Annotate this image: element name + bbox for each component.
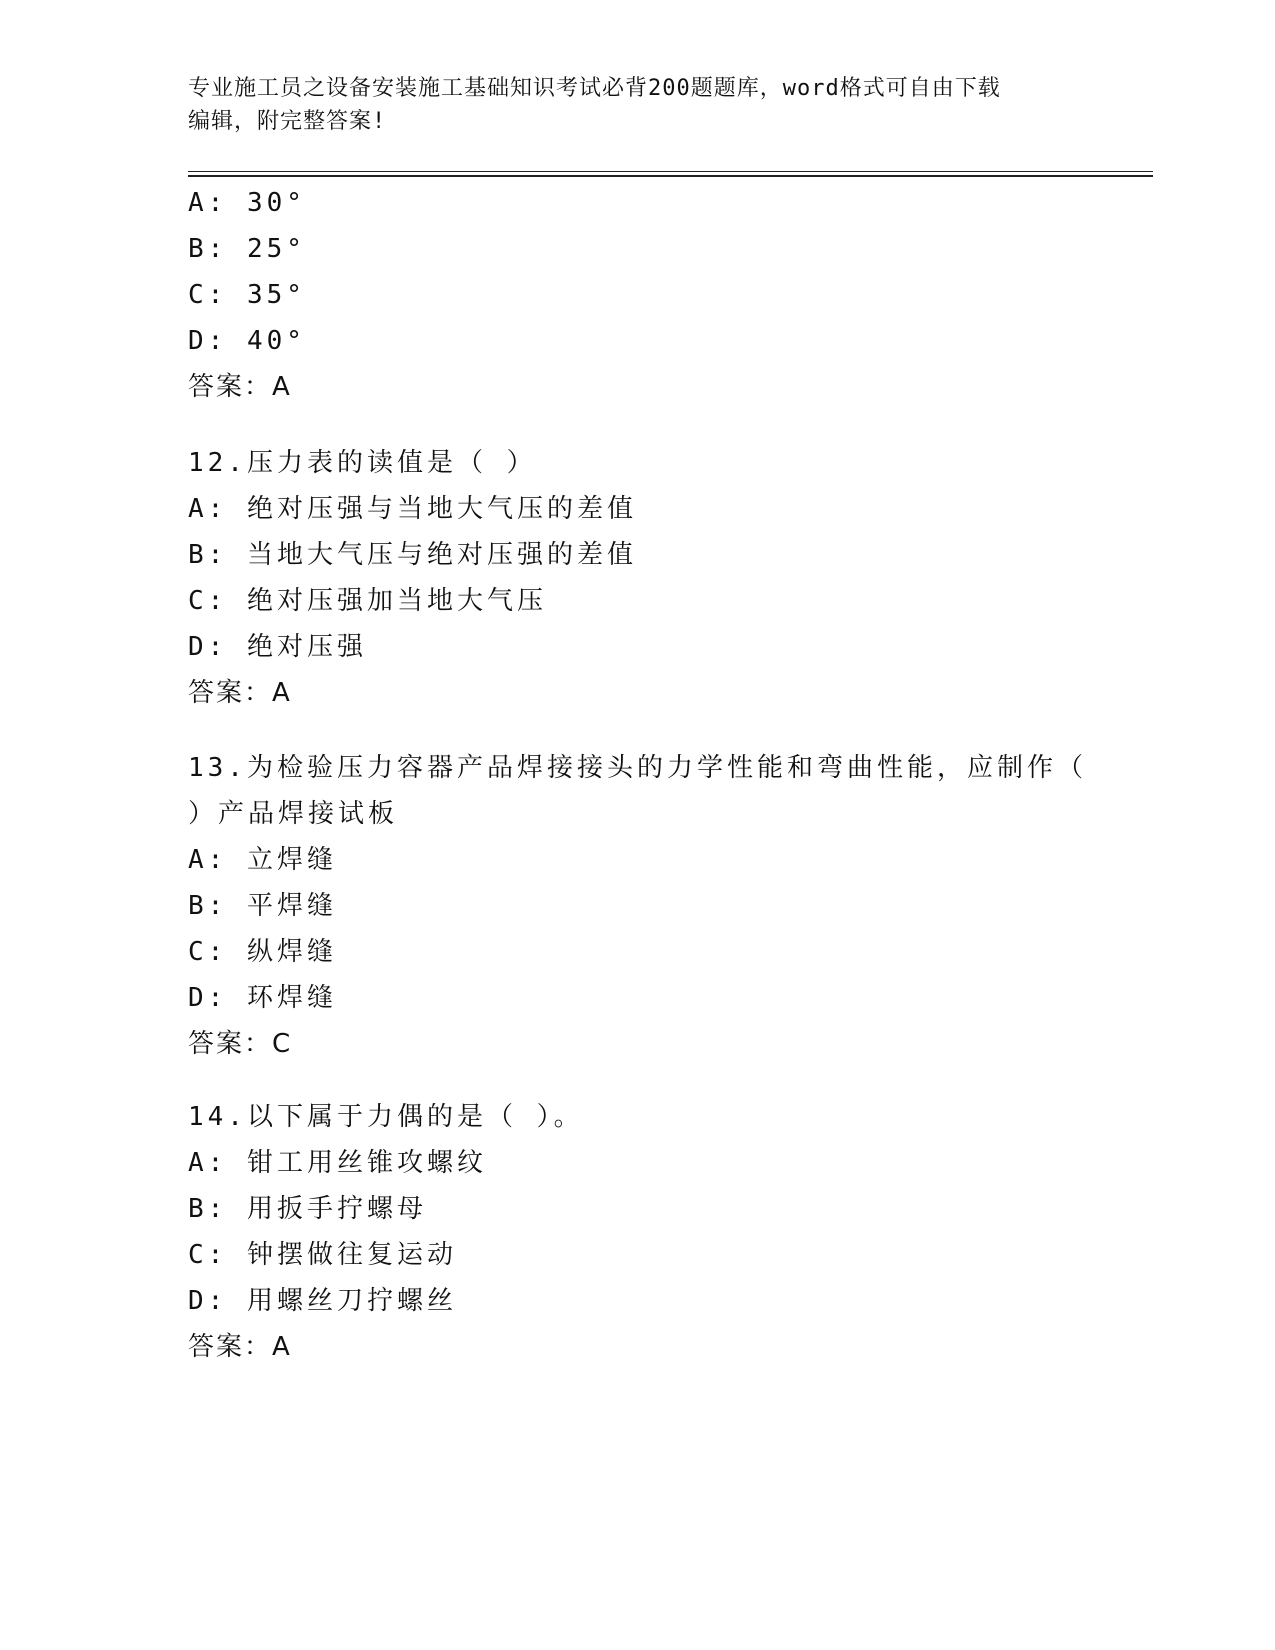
header-title-line-2: 编辑，附完整答案! <box>188 109 387 134</box>
answer-line: 答案：C <box>188 1029 293 1059</box>
question-14 <box>188 1094 1088 1370</box>
option-b: B: 当地大气压与绝对压强的差值 <box>188 540 637 570</box>
option-a: A: 钳工用丝锥攻螺纹 <box>188 1148 487 1178</box>
question-stem <box>188 745 1088 837</box>
question-stem: 14.以下属于力偶的是（ ）。 <box>188 1102 584 1132</box>
option-c: C: 钟摆做往复运动 <box>188 1240 457 1270</box>
option-c: C: 纵焊缝 <box>188 937 337 967</box>
option-d: D: 40° <box>188 326 306 356</box>
option-a: A: 30° <box>188 188 306 218</box>
option-a: A: 绝对压强与当地大气压的差值 <box>188 494 637 524</box>
question-13 <box>188 745 1088 1067</box>
option-d: D: 环焊缝 <box>188 983 337 1013</box>
question-stem-line-1: 13.为检验压力容器产品焊接接头的力学性能和弯曲性能，应制作（ <box>188 753 1087 783</box>
answer-line: 答案：A <box>188 678 292 708</box>
option-d: D: 用螺丝刀拧螺丝 <box>188 1286 457 1316</box>
question-stem: 12.压力表的读值是（ ） <box>188 448 537 478</box>
header-rule-bottom <box>188 175 1153 177</box>
document-header <box>188 72 1088 138</box>
question-stem-line-2: ）产品焊接试板 <box>188 799 399 829</box>
option-a: A: 立焊缝 <box>188 845 337 875</box>
option-b: B: 用扳手拧螺母 <box>188 1194 427 1224</box>
option-c: C: 绝对压强加当地大气压 <box>188 586 547 616</box>
answer-line: 答案：A <box>188 372 292 402</box>
option-d: D: 绝对压强 <box>188 632 367 662</box>
question-12 <box>188 440 1088 716</box>
option-c: C: 35° <box>188 280 306 310</box>
answer-line: 答案：A <box>188 1332 292 1362</box>
option-b: B: 25° <box>188 234 306 264</box>
header-title-line-1: 专业施工员之设备安装施工基础知识考试必背200题题库，word格式可自由下载 <box>188 76 1001 101</box>
option-b: B: 平焊缝 <box>188 891 337 921</box>
question-11 <box>188 180 1088 410</box>
header-rule-top <box>188 171 1153 172</box>
